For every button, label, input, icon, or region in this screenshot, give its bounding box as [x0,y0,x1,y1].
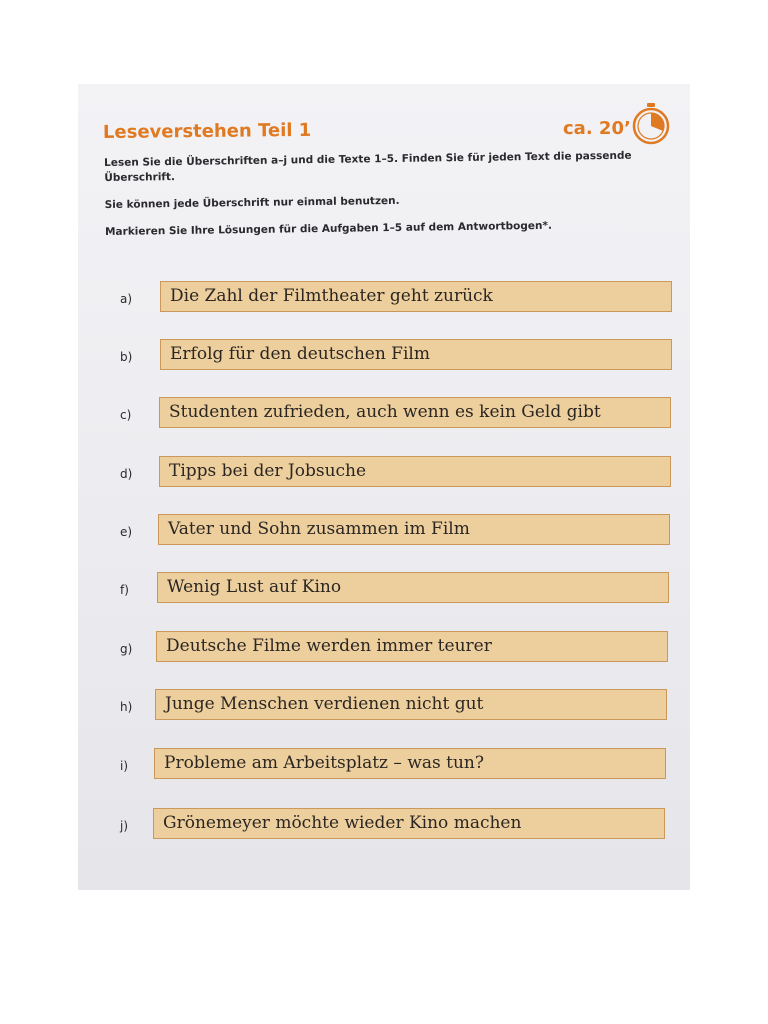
heading-letter: d) [120,467,133,481]
heading-box: Die Zahl der Filmtheater geht zurück [160,281,672,312]
heading-letter: c) [120,408,132,422]
stopwatch-icon [630,102,672,146]
heading-box: Deutsche Filme werden immer teurer [156,631,668,662]
heading-row-j [78,808,690,844]
heading-box: Junge Menschen verdienen nicht gut [155,689,667,720]
heading-box: Studenten zufrieden, auch wenn es kein Geld gibt [159,397,671,428]
instruction-2: Sie können jede Überschrift nur einmal benutzen. [104,194,400,211]
heading-letter: a) [120,292,133,306]
page-title: Leseverstehen Teil 1 [102,119,312,143]
heading-letter: f) [120,583,129,597]
heading-row-d [78,456,690,492]
heading-letter: i) [120,759,129,773]
heading-row-g [78,631,690,667]
heading-letter: e) [120,525,133,539]
heading-letter: b) [120,350,133,364]
heading-row-c [78,397,690,433]
heading-row-i [78,748,690,784]
worksheet-page [78,84,690,890]
heading-box: Tipps bei der Jobsuche [159,456,671,487]
heading-letter: g) [120,642,133,656]
heading-box: Erfolg für den deutschen Film [160,339,672,370]
heading-letter: h) [120,700,133,714]
time-limit: ca. 20’ [563,118,631,139]
heading-letter: j) [120,819,129,833]
heading-row-a [78,281,690,317]
heading-box: Vater und Sohn zusammen im Film [158,514,670,545]
instructions [104,148,645,252]
heading-box: Wenig Lust auf Kino [157,572,669,603]
heading-row-b [78,339,690,375]
heading-row-h [78,689,690,725]
heading-box: Probleme am Arbeitsplatz – was tun? [154,748,666,779]
instruction-3: Markieren Sie Ihre Lösungen für die Aufgaben 1–5 auf dem Antwortbogen*. [104,219,553,238]
instruction-1: Lesen Sie die Überschriften a–j und die Texte 1–5. Finden Sie für jeden Text die passende Überschrift. [104,149,632,184]
heading-row-f [78,572,690,608]
heading-row-e [78,514,690,550]
heading-box: Grönemeyer möchte wieder Kino machen [153,808,665,839]
